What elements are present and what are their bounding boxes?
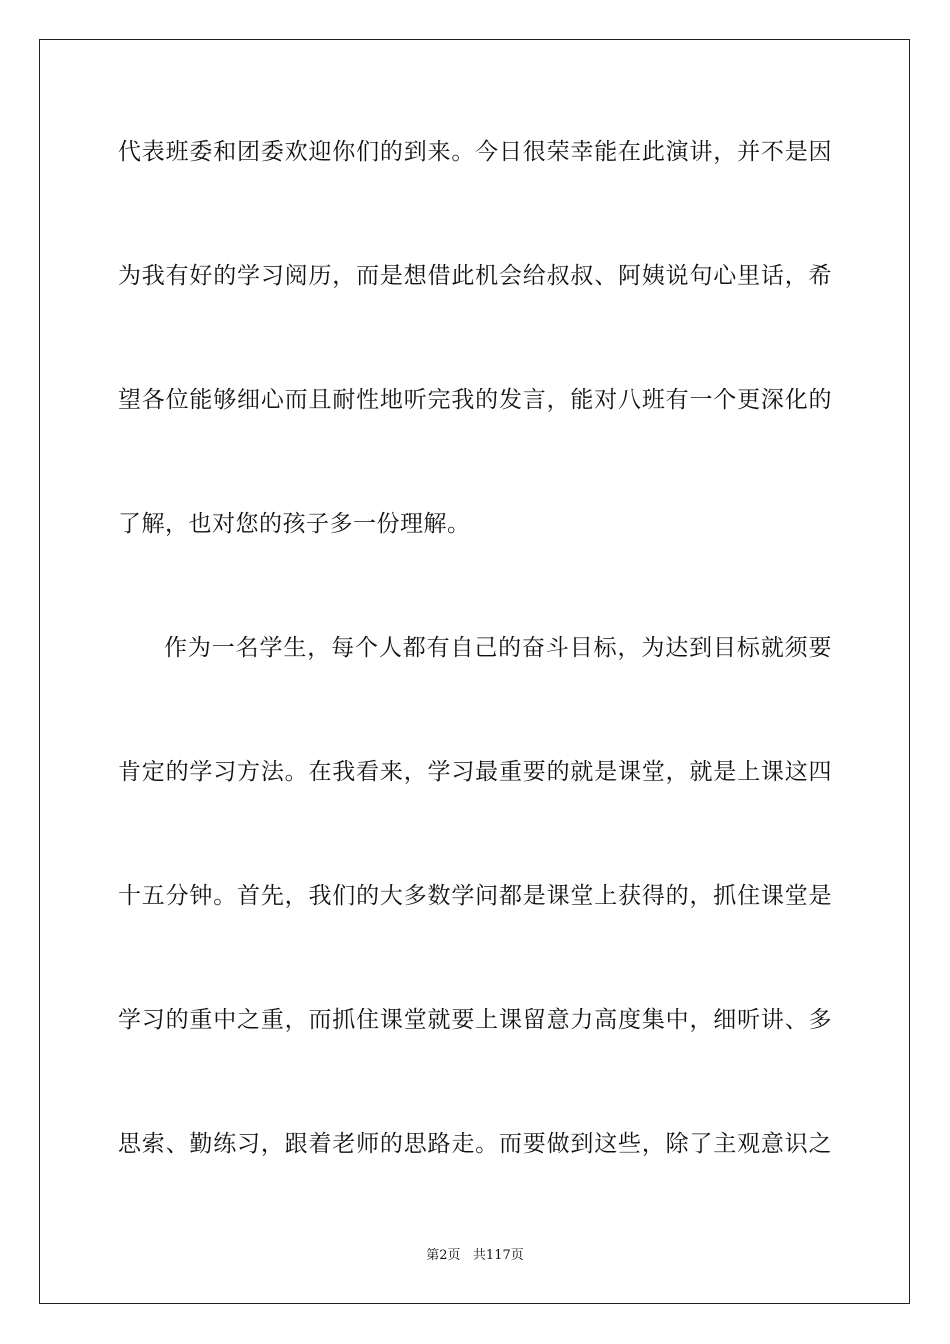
- text-line: 十五分钟。首先，我们的大多数学问都是课堂上获得的，抓住课堂是: [118, 883, 832, 909]
- total-pages: 共117页: [472, 1248, 524, 1263]
- text-line: 望各位能够细心而且耐性地听完我的发言，能对八班有一个更深化的: [118, 387, 832, 413]
- text-line: 代表班委和团委欢迎你们的到来。今日很荣幸能在此演讲，并不是因: [118, 139, 832, 165]
- text-line: 肯定的学习方法。在我看来，学习最重要的就是课堂，就是上课这四: [118, 759, 832, 785]
- text-line: 学习的重中之重，而抓住课堂就要上课留意力高度集中，细听讲、多: [118, 1007, 832, 1033]
- text-line: 作为一名学生，每个人都有自己的奋斗目标，为达到目标就须要: [164, 635, 832, 661]
- text-line: 思索、勤练习，跟着老师的思路走。而要做到这些，除了主观意识之: [118, 1131, 832, 1157]
- page-footer: [0, 1247, 950, 1265]
- page-number: 第2页: [426, 1248, 461, 1263]
- page-border: [39, 39, 910, 1304]
- text-line: 为我有好的学习阅历，而是想借此机会给叔叔、阿姨说句心里话，希: [118, 263, 832, 289]
- text-line: 了解，也对您的孩子多一份理解。: [118, 511, 471, 537]
